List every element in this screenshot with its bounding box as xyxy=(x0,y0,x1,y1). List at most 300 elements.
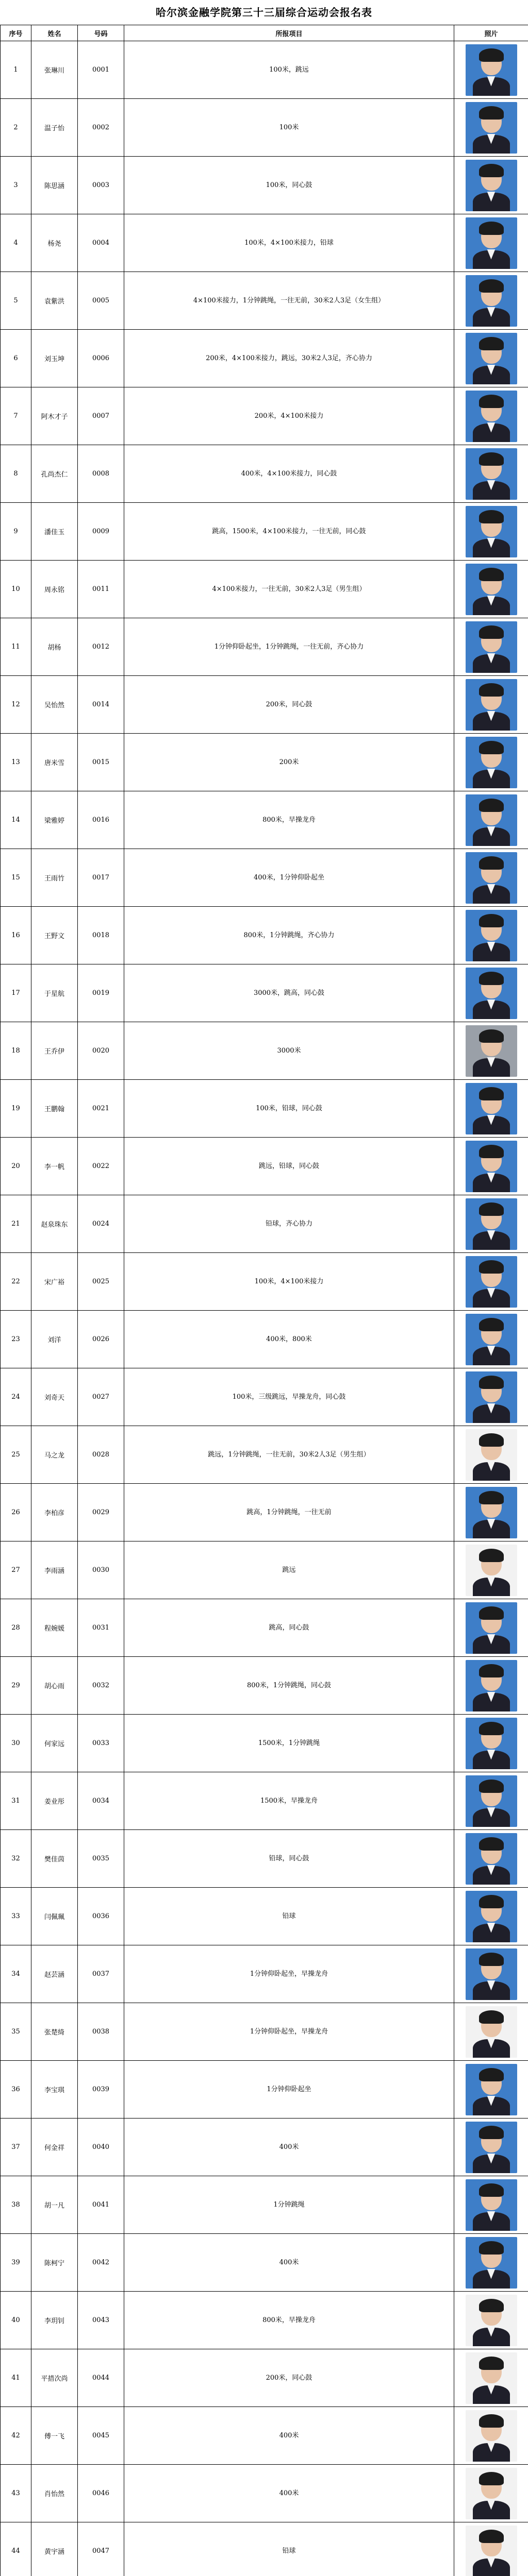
row-id: 0016 xyxy=(78,791,124,849)
row-id: 0021 xyxy=(78,1080,124,1138)
photo-hair xyxy=(479,395,504,408)
row-photo-cell xyxy=(454,272,528,330)
row-index: 24 xyxy=(1,1368,31,1426)
student-photo xyxy=(466,102,517,154)
row-index: 9 xyxy=(1,503,31,561)
row-index: 19 xyxy=(1,1080,31,1138)
row-events: 100米，4×100米接力 xyxy=(124,1253,454,1311)
row-photo-cell xyxy=(454,1022,528,1080)
table-body xyxy=(1,41,528,2576)
header-events: 所报项目 xyxy=(124,25,454,41)
table-row xyxy=(1,2465,528,2522)
row-photo-cell xyxy=(454,1138,528,1195)
row-id: 0025 xyxy=(78,1253,124,1311)
row-name: 王雨竹 xyxy=(31,849,78,907)
row-name: 孔尚杰仁 xyxy=(31,445,78,503)
row-events: 1500米，1分钟跳绳 xyxy=(124,1715,454,1772)
photo-hair xyxy=(479,510,504,523)
row-photo-cell xyxy=(454,1830,528,1888)
row-events: 400米 xyxy=(124,2407,454,2465)
photo-hair xyxy=(479,1549,504,1562)
row-photo-cell xyxy=(454,1888,528,1945)
photo-hair xyxy=(479,856,504,870)
photo-hair xyxy=(479,1895,504,1908)
student-photo xyxy=(466,1545,517,1596)
table-row xyxy=(1,791,528,849)
registration-table xyxy=(0,25,528,2576)
table-row xyxy=(1,2522,528,2576)
row-id: 0006 xyxy=(78,330,124,387)
table-row xyxy=(1,1715,528,1772)
row-name: 周永铭 xyxy=(31,561,78,618)
table-row xyxy=(1,964,528,1022)
student-photo xyxy=(466,160,517,211)
table-row xyxy=(1,1195,528,1253)
row-name: 宋广裕 xyxy=(31,1253,78,1311)
row-photo-cell xyxy=(454,676,528,734)
row-id: 0046 xyxy=(78,2465,124,2522)
row-index: 42 xyxy=(1,2407,31,2465)
table-row xyxy=(1,2119,528,2176)
row-photo-cell xyxy=(454,1311,528,1368)
row-events: 铅球 xyxy=(124,1888,454,1945)
row-photo-cell xyxy=(454,2465,528,2522)
row-index: 8 xyxy=(1,445,31,503)
photo-hair xyxy=(479,106,504,120)
student-photo xyxy=(466,1371,517,1423)
table-row xyxy=(1,618,528,676)
row-id: 0002 xyxy=(78,99,124,157)
table-row xyxy=(1,330,528,387)
row-id: 0017 xyxy=(78,849,124,907)
row-index: 22 xyxy=(1,1253,31,1311)
table-row xyxy=(1,41,528,99)
row-events: 400米，800米 xyxy=(124,1311,454,1368)
row-photo-cell xyxy=(454,849,528,907)
row-id: 0047 xyxy=(78,2522,124,2576)
row-id: 0003 xyxy=(78,157,124,214)
row-photo-cell xyxy=(454,734,528,791)
row-name: 闫佩珮 xyxy=(31,1888,78,1945)
photo-hair xyxy=(479,337,504,350)
row-name: 王鹏翰 xyxy=(31,1080,78,1138)
row-id: 0001 xyxy=(78,41,124,99)
row-index: 38 xyxy=(1,2176,31,2234)
student-photo xyxy=(466,391,517,442)
photo-hair xyxy=(479,2414,504,2428)
row-name: 王野文 xyxy=(31,907,78,964)
table-row xyxy=(1,1599,528,1657)
row-photo-cell xyxy=(454,964,528,1022)
row-name: 张琳川 xyxy=(31,41,78,99)
student-photo xyxy=(466,1833,517,1885)
row-events: 800米，1分钟跳绳，齐心协力 xyxy=(124,907,454,964)
row-events: 铅球，同心鼓 xyxy=(124,1830,454,1888)
photo-hair xyxy=(479,2472,504,2485)
table-row xyxy=(1,1080,528,1138)
row-index: 27 xyxy=(1,1541,31,1599)
photo-hair xyxy=(479,972,504,985)
row-name: 杨尧 xyxy=(31,214,78,272)
row-id: 0042 xyxy=(78,2234,124,2292)
row-index: 26 xyxy=(1,1484,31,1541)
row-index: 43 xyxy=(1,2465,31,2522)
row-name: 马之龙 xyxy=(31,1426,78,1484)
student-photo xyxy=(466,2526,517,2576)
row-index: 16 xyxy=(1,907,31,964)
table-row xyxy=(1,1253,528,1311)
row-photo-cell xyxy=(454,387,528,445)
row-id: 0035 xyxy=(78,1830,124,1888)
student-photo xyxy=(466,2352,517,2404)
row-photo-cell xyxy=(454,1426,528,1484)
photo-hair xyxy=(479,1722,504,1735)
row-events: 1分钟仰卧起坐，1分钟跳绳，一往无前，齐心协力 xyxy=(124,618,454,676)
row-index: 17 xyxy=(1,964,31,1022)
student-photo xyxy=(466,448,517,500)
row-photo-cell xyxy=(454,1484,528,1541)
row-events: 跳高，1500米，4×100米接力，一往无前，同心鼓 xyxy=(124,503,454,561)
row-photo-cell xyxy=(454,1080,528,1138)
row-photo-cell xyxy=(454,2234,528,2292)
table-row xyxy=(1,272,528,330)
photo-hair xyxy=(479,279,504,293)
row-id: 0009 xyxy=(78,503,124,561)
row-id: 0029 xyxy=(78,1484,124,1541)
row-id: 0024 xyxy=(78,1195,124,1253)
row-events: 1分钟仰卧起坐 xyxy=(124,2061,454,2119)
photo-hair xyxy=(479,2126,504,2139)
row-id: 0012 xyxy=(78,618,124,676)
row-photo-cell xyxy=(454,1253,528,1311)
table-row xyxy=(1,1022,528,1080)
row-name: 平措次尚 xyxy=(31,2349,78,2407)
row-index: 35 xyxy=(1,2003,31,2061)
row-index: 11 xyxy=(1,618,31,676)
row-photo-cell xyxy=(454,2522,528,2576)
row-index: 23 xyxy=(1,1311,31,1368)
header-photo: 照片 xyxy=(454,25,528,41)
photo-hair xyxy=(479,625,504,639)
row-index: 25 xyxy=(1,1426,31,1484)
row-events: 400米 xyxy=(124,2119,454,2176)
row-index: 2 xyxy=(1,99,31,157)
row-name: 潘佳玉 xyxy=(31,503,78,561)
row-index: 36 xyxy=(1,2061,31,2119)
photo-hair xyxy=(479,2299,504,2312)
row-events: 100米，铅球，同心鼓 xyxy=(124,1080,454,1138)
photo-hair xyxy=(479,1491,504,1504)
row-index: 20 xyxy=(1,1138,31,1195)
header-index: 序号 xyxy=(1,25,31,41)
student-photo xyxy=(466,852,517,904)
row-name: 刘奇天 xyxy=(31,1368,78,1426)
row-events: 跳远，铅球，同心鼓 xyxy=(124,1138,454,1195)
row-name: 阿木才子 xyxy=(31,387,78,445)
photo-hair xyxy=(479,2183,504,2197)
student-photo xyxy=(466,910,517,961)
table-row xyxy=(1,2234,528,2292)
row-photo-cell xyxy=(454,2061,528,2119)
row-events: 跳远 xyxy=(124,1541,454,1599)
row-events: 1分钟仰卧起坐，早操龙舟 xyxy=(124,2003,454,2061)
row-index: 1 xyxy=(1,41,31,99)
header-row xyxy=(1,25,528,41)
row-events: 200米，同心鼓 xyxy=(124,676,454,734)
row-id: 0008 xyxy=(78,445,124,503)
row-events: 4×100米接力，1分钟跳绳，一往无前，30米2人3足（女生组） xyxy=(124,272,454,330)
row-events: 200米 xyxy=(124,734,454,791)
row-events: 跳远，1分钟跳绳，一往无前，30米2人3足（男生组） xyxy=(124,1426,454,1484)
student-photo xyxy=(466,1083,517,1134)
student-photo xyxy=(466,506,517,557)
table-row xyxy=(1,1945,528,2003)
row-id: 0039 xyxy=(78,2061,124,2119)
table-row xyxy=(1,503,528,561)
table-row xyxy=(1,676,528,734)
row-name: 刘玉坤 xyxy=(31,330,78,387)
row-name: 胡一凡 xyxy=(31,2176,78,2234)
student-photo xyxy=(466,621,517,673)
row-name: 姜业彤 xyxy=(31,1772,78,1830)
row-index: 5 xyxy=(1,272,31,330)
row-name: 赵芸涵 xyxy=(31,1945,78,2003)
row-id: 0033 xyxy=(78,1715,124,1772)
student-photo xyxy=(466,1718,517,1769)
row-index: 29 xyxy=(1,1657,31,1715)
row-name: 李柏彦 xyxy=(31,1484,78,1541)
row-index: 34 xyxy=(1,1945,31,2003)
table-row xyxy=(1,1426,528,1484)
row-events: 3000米 xyxy=(124,1022,454,1080)
header-id: 号码 xyxy=(78,25,124,41)
student-photo xyxy=(466,2179,517,2231)
row-index: 30 xyxy=(1,1715,31,1772)
row-index: 40 xyxy=(1,2292,31,2349)
student-photo xyxy=(466,333,517,384)
row-events: 100米，跳远 xyxy=(124,41,454,99)
row-index: 21 xyxy=(1,1195,31,1253)
row-name: 胡心雨 xyxy=(31,1657,78,1715)
student-photo xyxy=(466,2295,517,2346)
row-events: 1分钟跳绳 xyxy=(124,2176,454,2234)
table-row xyxy=(1,2061,528,2119)
row-events: 200米，同心鼓 xyxy=(124,2349,454,2407)
row-events: 100米，三级跳远，早操龙舟，同心鼓 xyxy=(124,1368,454,1426)
student-photo xyxy=(466,2237,517,2289)
row-name: 赵泉珠东 xyxy=(31,1195,78,1253)
table-row xyxy=(1,907,528,964)
row-id: 0027 xyxy=(78,1368,124,1426)
row-photo-cell xyxy=(454,1715,528,1772)
row-photo-cell xyxy=(454,214,528,272)
table-row xyxy=(1,1311,528,1368)
row-id: 0007 xyxy=(78,387,124,445)
row-photo-cell xyxy=(454,618,528,676)
row-photo-cell xyxy=(454,907,528,964)
row-id: 0031 xyxy=(78,1599,124,1657)
row-id: 0032 xyxy=(78,1657,124,1715)
photo-hair xyxy=(479,1664,504,1677)
row-events: 800米，1分钟跳绳，同心鼓 xyxy=(124,1657,454,1715)
header-name: 姓名 xyxy=(31,25,78,41)
photo-hair xyxy=(479,914,504,927)
row-events: 400米，1分钟仰卧起坐 xyxy=(124,849,454,907)
row-events: 铅球，齐心协力 xyxy=(124,1195,454,1253)
row-index: 3 xyxy=(1,157,31,214)
row-index: 39 xyxy=(1,2234,31,2292)
photo-hair xyxy=(479,2068,504,2081)
student-photo xyxy=(466,737,517,788)
row-id: 0037 xyxy=(78,1945,124,2003)
row-id: 0015 xyxy=(78,734,124,791)
row-index: 33 xyxy=(1,1888,31,1945)
row-photo-cell xyxy=(454,41,528,99)
student-photo xyxy=(466,1314,517,1365)
row-photo-cell xyxy=(454,1195,528,1253)
row-id: 0020 xyxy=(78,1022,124,1080)
row-id: 0026 xyxy=(78,1311,124,1368)
row-photo-cell xyxy=(454,2292,528,2349)
photo-hair xyxy=(479,799,504,812)
table-row xyxy=(1,2407,528,2465)
student-photo xyxy=(466,2468,517,2519)
student-photo xyxy=(466,217,517,269)
row-events: 铅球 xyxy=(124,2522,454,2576)
row-id: 0028 xyxy=(78,1426,124,1484)
row-events: 400米 xyxy=(124,2465,454,2522)
row-index: 28 xyxy=(1,1599,31,1657)
row-events: 800米，早操龙舟 xyxy=(124,791,454,849)
table-row xyxy=(1,1772,528,1830)
table-row xyxy=(1,2349,528,2407)
student-photo xyxy=(466,2006,517,2058)
row-name: 袁紫洪 xyxy=(31,272,78,330)
row-events: 100米 xyxy=(124,99,454,157)
student-photo xyxy=(466,1948,517,2000)
photo-hair xyxy=(479,2530,504,2543)
photo-hair xyxy=(479,741,504,754)
photo-hair xyxy=(479,1606,504,1620)
row-index: 44 xyxy=(1,2522,31,2576)
row-name: 何金祥 xyxy=(31,2119,78,2176)
student-photo xyxy=(466,1660,517,1711)
row-id: 0040 xyxy=(78,2119,124,2176)
row-events: 跳高，同心鼓 xyxy=(124,1599,454,1657)
table-row xyxy=(1,1368,528,1426)
row-name: 李宝琪 xyxy=(31,2061,78,2119)
photo-hair xyxy=(479,164,504,177)
row-index: 14 xyxy=(1,791,31,849)
table-row xyxy=(1,734,528,791)
row-name: 梁雅婷 xyxy=(31,791,78,849)
row-name: 程婉媛 xyxy=(31,1599,78,1657)
student-photo xyxy=(466,1256,517,1308)
row-name: 张楚绮 xyxy=(31,2003,78,2061)
photo-hair xyxy=(479,1953,504,1966)
row-events: 跳高，1分钟跳绳，一往无前 xyxy=(124,1484,454,1541)
photo-hair xyxy=(479,1202,504,1216)
row-name: 于星航 xyxy=(31,964,78,1022)
student-photo xyxy=(466,1198,517,1250)
photo-hair xyxy=(479,1260,504,1274)
student-photo xyxy=(466,2064,517,2115)
table-row xyxy=(1,387,528,445)
row-photo-cell xyxy=(454,157,528,214)
row-photo-cell xyxy=(454,503,528,561)
row-photo-cell xyxy=(454,330,528,387)
row-photo-cell xyxy=(454,1599,528,1657)
student-photo xyxy=(466,2410,517,2462)
table-row xyxy=(1,99,528,157)
student-photo xyxy=(466,1891,517,1942)
row-id: 0044 xyxy=(78,2349,124,2407)
row-events: 100米，4×100米接力，铅球 xyxy=(124,214,454,272)
row-photo-cell xyxy=(454,1945,528,2003)
page-title: 哈尔滨金融学院第三十三届综合运动会报名表 xyxy=(156,6,372,19)
table-row xyxy=(1,214,528,272)
photo-hair xyxy=(479,1837,504,1851)
row-photo-cell xyxy=(454,561,528,618)
student-photo xyxy=(466,275,517,327)
row-id: 0018 xyxy=(78,907,124,964)
student-photo xyxy=(466,1141,517,1192)
table-row xyxy=(1,1657,528,1715)
photo-hair xyxy=(479,1087,504,1100)
photo-hair xyxy=(479,1145,504,1158)
row-id: 0043 xyxy=(78,2292,124,2349)
row-events: 800米，早操龙舟 xyxy=(124,2292,454,2349)
row-photo-cell xyxy=(454,791,528,849)
photo-hair xyxy=(479,1433,504,1447)
student-photo xyxy=(466,1429,517,1481)
row-photo-cell xyxy=(454,2119,528,2176)
row-index: 41 xyxy=(1,2349,31,2407)
row-id: 0019 xyxy=(78,964,124,1022)
row-id: 0034 xyxy=(78,1772,124,1830)
row-name: 李玥钊 xyxy=(31,2292,78,2349)
student-photo xyxy=(466,1487,517,1538)
row-photo-cell xyxy=(454,1772,528,1830)
row-photo-cell xyxy=(454,1541,528,1599)
row-photo-cell xyxy=(454,2003,528,2061)
row-name: 唐米雪 xyxy=(31,734,78,791)
photo-hair xyxy=(479,2241,504,2255)
row-index: 6 xyxy=(1,330,31,387)
table-row xyxy=(1,2176,528,2234)
row-id: 0045 xyxy=(78,2407,124,2465)
student-photo xyxy=(466,968,517,1019)
photo-hair xyxy=(479,1376,504,1389)
table-row xyxy=(1,1484,528,1541)
row-id: 0022 xyxy=(78,1138,124,1195)
student-photo xyxy=(466,1602,517,1654)
row-name: 温子怡 xyxy=(31,99,78,157)
row-index: 37 xyxy=(1,2119,31,2176)
photo-hair xyxy=(479,568,504,581)
row-index: 12 xyxy=(1,676,31,734)
table-row xyxy=(1,445,528,503)
row-events: 400米 xyxy=(124,2234,454,2292)
photo-hair xyxy=(479,1318,504,1331)
student-photo xyxy=(466,679,517,731)
table-row xyxy=(1,1138,528,1195)
row-index: 31 xyxy=(1,1772,31,1830)
row-name: 吴怡然 xyxy=(31,676,78,734)
row-index: 7 xyxy=(1,387,31,445)
table-row xyxy=(1,2003,528,2061)
row-events: 200米，4×100米接力 xyxy=(124,387,454,445)
